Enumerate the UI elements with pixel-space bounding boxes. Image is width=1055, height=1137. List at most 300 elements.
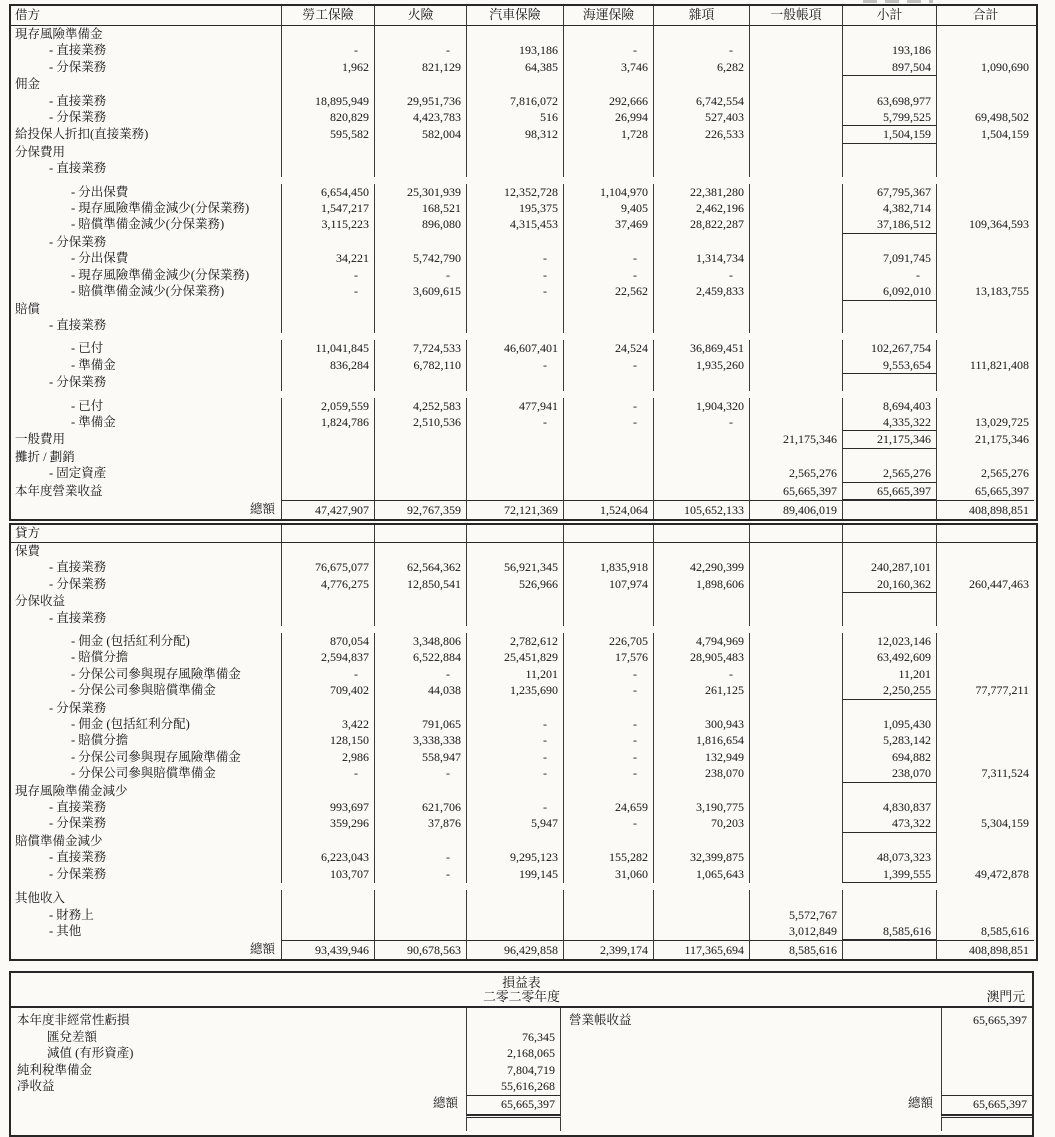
grand-total-cell: 1,504,159 <box>936 126 1034 143</box>
grand-total-cell <box>936 144 1034 160</box>
row-label: - 賠償分擔 <box>71 733 129 748</box>
value-cell: 2,510,536 <box>374 414 466 431</box>
subtotal-cell <box>842 301 936 317</box>
value-cell: 195,375 <box>466 200 563 216</box>
value-cell <box>466 317 563 333</box>
grand-total-cell: 7,311,524 <box>936 765 1034 782</box>
subtotal-cell: 21,175,346 <box>842 431 936 448</box>
grand-total-cell <box>936 449 1034 465</box>
value-cell <box>749 93 842 109</box>
subtotal-cell: 240,287,101 <box>842 559 936 575</box>
grand-total-cell: 408,898,851 <box>936 940 1034 959</box>
subtotal-cell <box>842 593 936 609</box>
value-cell <box>281 301 374 317</box>
value-cell: 5,742,790 <box>374 250 466 266</box>
empty-cell <box>374 525 466 542</box>
subtotal-cell: 65,665,397 <box>842 483 936 500</box>
pl-right-value <box>941 1029 1032 1046</box>
row-label: 保費 <box>15 543 41 558</box>
value-cell: 4,315,453 <box>466 216 563 233</box>
value-cell: 98,312 <box>466 126 563 143</box>
value-cell: - <box>281 765 374 782</box>
value-cell <box>466 543 563 559</box>
row-label: - 直接業務 <box>49 43 107 58</box>
subtotal-cell: 63,492,609 <box>842 649 936 665</box>
value-cell: 595,582 <box>281 126 374 143</box>
value-cell <box>749 26 842 42</box>
value-cell <box>653 26 749 42</box>
pl-right-value <box>941 1045 1032 1062</box>
row-label: - 分保業務 <box>49 816 107 831</box>
value-cell: - <box>281 42 374 58</box>
grand-total-cell <box>936 267 1034 283</box>
value-cell: 1,962 <box>281 59 374 76</box>
credit-section-band <box>11 525 1036 543</box>
table-row <box>11 374 1036 390</box>
table-row <box>11 923 1036 940</box>
value-cell: 993,697 <box>281 799 374 815</box>
value-cell: 47,427,907 <box>281 500 374 519</box>
value-cell <box>563 610 653 626</box>
value-cell: 1,235,690 <box>466 682 563 699</box>
grand-total-cell <box>936 633 1034 649</box>
subtotal-cell <box>842 374 936 390</box>
grand-total-cell: 21,175,346 <box>936 431 1034 448</box>
row-label: 其他收入 <box>15 891 66 906</box>
value-cell <box>749 543 842 559</box>
scan-artifact <box>863 0 933 3</box>
value-cell: 6,742,554 <box>653 93 749 109</box>
value-cell: 3,190,775 <box>653 799 749 815</box>
ledger-header-row <box>11 6 1036 26</box>
value-cell: 4,794,969 <box>653 633 749 649</box>
grand-total-cell <box>936 666 1034 682</box>
pl-row-label: 凈收益 <box>17 1079 55 1094</box>
value-cell <box>653 449 749 465</box>
value-cell: 9,295,123 <box>466 849 563 865</box>
value-cell <box>749 398 842 414</box>
table-header-row <box>11 6 1036 26</box>
value-cell <box>653 160 749 176</box>
value-cell <box>281 483 374 500</box>
subtotal-cell: 193,186 <box>842 42 936 58</box>
value-cell <box>749 340 842 356</box>
value-cell <box>653 610 749 626</box>
value-cell: 117,365,694 <box>653 940 749 959</box>
row-label: - 分保業務 <box>49 234 107 249</box>
value-cell: - <box>563 666 653 682</box>
value-cell: 42,290,399 <box>653 559 749 575</box>
value-cell <box>749 649 842 665</box>
table-row <box>11 357 1036 374</box>
subtotal-cell <box>842 940 936 959</box>
value-cell: 44,038 <box>374 682 466 699</box>
value-cell: - <box>466 283 563 300</box>
value-cell <box>466 449 563 465</box>
value-cell: 168,521 <box>374 200 466 216</box>
value-cell <box>281 76 374 92</box>
pl-row-label: 匯兌差額 <box>47 1029 98 1044</box>
value-cell <box>281 833 374 849</box>
value-cell <box>749 576 842 593</box>
value-cell: 2,565,276 <box>749 465 842 482</box>
empty-cell <box>563 525 653 542</box>
value-cell <box>466 783 563 799</box>
pl-title: 損益表 <box>502 976 541 991</box>
row-label: - 分保業務 <box>49 110 107 125</box>
value-cell <box>749 357 842 374</box>
value-cell <box>563 234 653 250</box>
value-cell: 709,402 <box>281 682 374 699</box>
value-cell <box>563 923 653 940</box>
empty-cell <box>653 525 749 542</box>
value-cell: 1,898,606 <box>653 576 749 593</box>
subtotal-cell <box>842 26 936 42</box>
pl-total-label: 總額 <box>432 1095 458 1110</box>
value-cell <box>281 907 374 923</box>
subtotal-cell <box>842 610 936 626</box>
value-cell <box>749 374 842 390</box>
row-label: - 準備金 <box>71 414 116 429</box>
row-label: - 直接業務 <box>49 610 107 625</box>
value-cell <box>749 815 842 832</box>
value-cell <box>653 483 749 500</box>
value-cell: 105,652,133 <box>653 500 749 519</box>
subtotal-cell: 1,504,159 <box>842 126 936 143</box>
value-cell: 24,524 <box>563 340 653 356</box>
column-header: 小計 <box>842 6 936 25</box>
value-cell <box>749 414 842 431</box>
value-cell <box>374 483 466 500</box>
value-cell: 261,125 <box>653 682 749 699</box>
subtotal-cell: 67,795,367 <box>842 184 936 200</box>
table-row <box>11 301 1036 317</box>
value-cell <box>466 593 563 609</box>
pl-left-total: 65,665,397 <box>466 1095 561 1115</box>
value-cell: 3,115,223 <box>281 216 374 233</box>
row-label: - 分出保費 <box>71 251 129 266</box>
value-cell: 1,728 <box>563 126 653 143</box>
table-row <box>11 633 1036 649</box>
value-cell <box>281 431 374 448</box>
value-cell: 896,080 <box>374 216 466 233</box>
grand-total-cell <box>936 890 1034 906</box>
subtotal-cell <box>842 449 936 465</box>
row-label: - 其他 <box>49 923 82 938</box>
column-header: 一般帳項 <box>749 6 842 25</box>
table-row <box>11 234 1036 250</box>
table-row <box>11 783 1036 799</box>
table-row <box>11 593 1036 609</box>
value-cell: 24,659 <box>563 799 653 815</box>
value-cell <box>749 682 842 699</box>
value-cell: 4,776,275 <box>281 576 374 593</box>
grand-total-cell <box>936 184 1034 200</box>
value-cell <box>749 250 842 266</box>
value-cell <box>466 700 563 716</box>
grand-total-cell <box>936 234 1034 250</box>
value-cell <box>653 465 749 482</box>
subtotal-cell: 2,565,276 <box>842 465 936 482</box>
value-cell: 12,352,728 <box>466 184 563 200</box>
row-label: 分保收益 <box>15 594 66 609</box>
total-row <box>11 940 1036 959</box>
value-cell <box>281 593 374 609</box>
pl-left-value <box>466 1008 561 1029</box>
row-label: - 分保業務 <box>49 375 107 390</box>
value-cell: - <box>374 666 466 682</box>
value-cell: 4,252,583 <box>374 398 466 414</box>
grand-total-cell <box>936 833 1034 849</box>
subtotal-cell <box>842 317 936 333</box>
row-label: - 分保公司參與賠償準備金 <box>71 766 216 781</box>
table-row <box>11 59 1036 76</box>
grand-total-cell: 408,898,851 <box>936 500 1034 519</box>
value-cell <box>563 483 653 500</box>
empty-cell <box>936 525 1034 542</box>
value-cell <box>374 890 466 906</box>
value-cell <box>374 449 466 465</box>
grand-total-cell <box>936 649 1034 665</box>
subtotal-cell: 8,585,616 <box>842 923 936 940</box>
value-cell <box>374 317 466 333</box>
row-label: - 直接業務 <box>49 93 107 108</box>
value-cell: - <box>374 267 466 283</box>
value-cell: 31,060 <box>563 866 653 883</box>
pl-mid-cell <box>561 1062 941 1079</box>
table-row <box>11 559 1036 575</box>
value-cell <box>563 543 653 559</box>
row-label: - 分保業務 <box>49 866 107 881</box>
value-cell: 62,564,362 <box>374 559 466 575</box>
empty-cell <box>842 525 936 542</box>
value-cell: 72,121,369 <box>466 500 563 519</box>
value-cell: 22,381,280 <box>653 184 749 200</box>
pl-right-value <box>941 1078 1032 1095</box>
value-cell <box>563 593 653 609</box>
value-cell <box>466 26 563 42</box>
row-label: - 直接業務 <box>49 850 107 865</box>
row-label: - 分保公司參與現存風險準備金 <box>71 749 241 764</box>
table-row <box>11 815 1036 832</box>
table-row <box>11 76 1036 92</box>
subtotal-cell: 1,399,555 <box>842 866 936 883</box>
table-row <box>11 449 1036 465</box>
value-cell: 527,403 <box>653 109 749 126</box>
value-cell: 226,705 <box>563 633 653 649</box>
value-cell: 46,607,401 <box>466 340 563 356</box>
value-cell <box>653 374 749 390</box>
value-cell <box>374 700 466 716</box>
subtotal-cell: 20,160,362 <box>842 576 936 593</box>
table-row <box>11 799 1036 815</box>
credit-rows <box>11 543 1036 940</box>
value-cell: - <box>374 42 466 58</box>
value-cell: 1,314,734 <box>653 250 749 266</box>
spacer <box>561 1115 941 1132</box>
table-row <box>11 749 1036 765</box>
value-cell <box>653 783 749 799</box>
value-cell <box>281 26 374 42</box>
value-cell: 1,524,064 <box>563 500 653 519</box>
value-cell: 37,876 <box>374 815 466 832</box>
row-label: - 賠償準備金減少(分保業務) <box>71 284 225 299</box>
pl-left-value: 76,345 <box>466 1029 561 1046</box>
value-cell <box>466 431 563 448</box>
value-cell <box>749 42 842 58</box>
table-row <box>11 716 1036 732</box>
subtotal-cell: 8,694,403 <box>842 398 936 414</box>
value-cell: 128,150 <box>281 732 374 748</box>
value-cell <box>653 833 749 849</box>
value-cell: 6,654,450 <box>281 184 374 200</box>
row-label: 一般費用 <box>15 432 66 447</box>
value-cell: 34,221 <box>281 250 374 266</box>
value-cell: 3,012,849 <box>749 923 842 940</box>
grand-total-cell: 77,777,211 <box>936 682 1034 699</box>
pl-mid-cell <box>561 1045 941 1062</box>
value-cell <box>749 200 842 216</box>
value-cell: - <box>563 267 653 283</box>
column-header: 火險 <box>374 6 466 25</box>
subtotal-cell: 4,335,322 <box>842 414 936 431</box>
subtotal-cell: 9,553,654 <box>842 357 936 374</box>
value-cell <box>374 301 466 317</box>
value-cell: 193,186 <box>466 42 563 58</box>
value-cell: - <box>281 283 374 300</box>
value-cell <box>563 317 653 333</box>
value-cell: 558,947 <box>374 749 466 765</box>
value-cell <box>749 700 842 716</box>
row-label: - 分保公司參與賠償準備金 <box>71 683 216 698</box>
grand-total-cell <box>936 374 1034 390</box>
value-cell <box>563 907 653 923</box>
table-row <box>11 682 1036 699</box>
grand-total-cell <box>936 160 1034 176</box>
table-row <box>11 26 1036 42</box>
empty-cell <box>749 525 842 542</box>
value-cell: - <box>563 42 653 58</box>
value-cell: - <box>374 866 466 883</box>
value-cell <box>563 144 653 160</box>
grand-total-cell: 260,447,463 <box>936 576 1034 593</box>
pl-mid-cell <box>561 1029 941 1046</box>
value-cell <box>749 449 842 465</box>
value-cell: 1,816,654 <box>653 732 749 748</box>
value-cell: 9,405 <box>563 200 653 216</box>
value-cell: 3,348,806 <box>374 633 466 649</box>
value-cell <box>749 610 842 626</box>
value-cell <box>563 26 653 42</box>
subtotal-cell: 5,283,142 <box>842 732 936 748</box>
value-cell <box>281 449 374 465</box>
grand-total-cell <box>936 799 1034 815</box>
debit-header-label: 借方 <box>15 8 41 22</box>
grand-total-cell <box>936 301 1034 317</box>
value-cell <box>653 923 749 940</box>
value-cell <box>653 700 749 716</box>
value-cell: - <box>563 749 653 765</box>
row-label: - 佣金 (包括紅利分配) <box>71 634 190 648</box>
row-label: 賠償準備金減少 <box>15 833 103 848</box>
grand-total-cell <box>936 610 1034 626</box>
spacer <box>11 1115 466 1132</box>
pl-row <box>11 1078 1032 1095</box>
grand-total-cell: 2,565,276 <box>936 465 1034 482</box>
value-cell <box>749 716 842 732</box>
value-cell <box>281 890 374 906</box>
value-cell: 56,921,345 <box>466 559 563 575</box>
grand-total-cell <box>936 317 1034 333</box>
value-cell <box>374 234 466 250</box>
subtotal-cell: 5,799,525 <box>842 109 936 126</box>
value-cell <box>281 234 374 250</box>
value-cell: 5,947 <box>466 815 563 832</box>
grand-total-cell <box>936 93 1034 109</box>
value-cell: 28,905,483 <box>653 649 749 665</box>
value-cell <box>374 144 466 160</box>
value-cell: - <box>563 357 653 374</box>
value-cell: 65,665,397 <box>749 483 842 500</box>
value-cell <box>466 234 563 250</box>
column-header: 汽車保險 <box>466 6 563 25</box>
value-cell: - <box>466 732 563 748</box>
subtotal-cell: - <box>842 267 936 283</box>
subtotal-cell: 12,023,146 <box>842 633 936 649</box>
subtotal-cell: 63,698,977 <box>842 93 936 109</box>
grand-total-cell <box>936 732 1034 748</box>
value-cell <box>749 833 842 849</box>
value-cell <box>749 144 842 160</box>
grand-total-cell <box>936 398 1034 414</box>
value-cell: - <box>374 849 466 865</box>
value-cell: - <box>563 398 653 414</box>
subtotal-cell <box>842 907 936 923</box>
table-row <box>11 700 1036 716</box>
value-cell <box>749 593 842 609</box>
value-cell <box>281 923 374 940</box>
value-cell: - <box>466 765 563 782</box>
table-row <box>11 283 1036 300</box>
value-cell: 2,782,612 <box>466 633 563 649</box>
value-cell: 26,994 <box>563 109 653 126</box>
value-cell: 70,203 <box>653 815 749 832</box>
row-label: 本年度營業收益 <box>15 483 103 498</box>
value-cell: 1,935,260 <box>653 357 749 374</box>
value-cell: 64,385 <box>466 59 563 76</box>
value-cell: 477,941 <box>466 398 563 414</box>
value-cell: 836,284 <box>281 357 374 374</box>
subtotal-cell: 238,070 <box>842 765 936 782</box>
pl-right-value <box>941 1062 1032 1079</box>
value-cell: 132,949 <box>653 749 749 765</box>
grand-total-cell <box>936 340 1034 356</box>
pl-left-value: 7,804,719 <box>466 1062 561 1079</box>
subtotal-cell: 37,186,512 <box>842 216 936 233</box>
value-cell: 2,594,837 <box>281 649 374 665</box>
value-cell: 1,104,970 <box>563 184 653 200</box>
table-row <box>11 42 1036 58</box>
value-cell: 155,282 <box>563 849 653 865</box>
value-cell: 1,835,918 <box>563 559 653 575</box>
value-cell: 870,054 <box>281 633 374 649</box>
grand-total-cell: 69,498,502 <box>936 109 1034 126</box>
table-row <box>11 109 1036 126</box>
row-label: - 分保業務 <box>49 59 107 74</box>
grand-total-cell: 5,304,159 <box>936 815 1034 832</box>
value-cell: 11,041,845 <box>281 340 374 356</box>
value-cell <box>466 374 563 390</box>
